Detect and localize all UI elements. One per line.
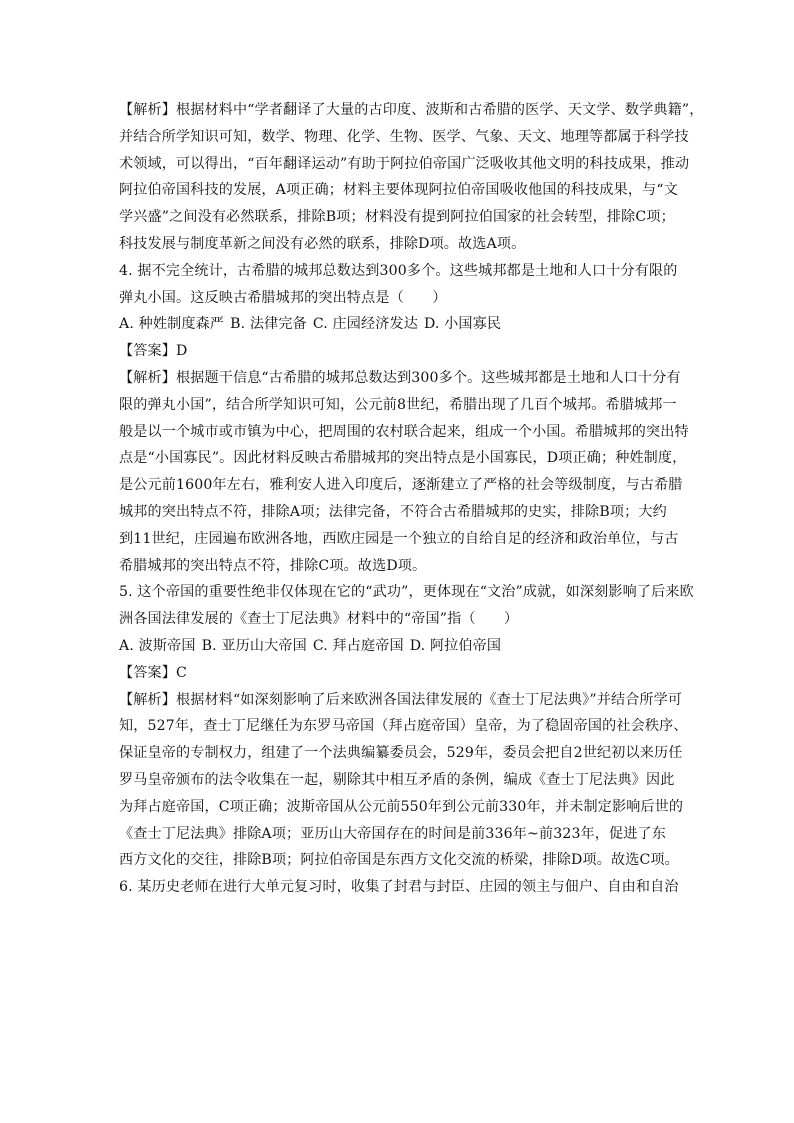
- q5-option-c: C. 拜占庭帝国: [312, 637, 404, 654]
- q5-analysis-line: 《查士丁尼法典》排除A项；亚历山大帝国存在的时间是前336年~前323年，促进了东: [119, 825, 667, 842]
- q5-option-a: A. 波斯帝国: [119, 637, 196, 654]
- q3-analysis-line: 阿拉伯帝国科技的发展，A项正确；材料主要体现阿拉伯帝国吸收他国的科技成果，与“文: [119, 182, 678, 199]
- q4-analysis-line: 点是“小国寡民”。因此材料反映古希腊城邦的突出特点是小国寡民，D项正确；种姓制度，: [119, 450, 687, 467]
- q4-options: [119, 311, 681, 338]
- q4-analysis-line: 到11世纪，庄园遍布欧洲各地，西欧庄园是一个独立的自给自足的经济和政治单位，与古: [119, 530, 679, 547]
- q3-analysis: [119, 97, 704, 258]
- q4-option-b: B. 法律完备: [230, 316, 307, 333]
- q4-analysis-line: 城邦的突出特点不符，排除A项；法律完备，不符合古希腊城邦的史实，排除B项；大约: [119, 503, 667, 520]
- q5-analysis-line: 保证皇帝的专制权力，组建了一个法典编纂委员会，529年，委员会把自2世纪初以来历任: [119, 745, 683, 762]
- q5-analysis-line: 【解析】根据材料“如深刻影响了后来欧洲各国法律发展的《查士丁尼法典》”并结合所学可: [119, 691, 683, 708]
- q3-analysis-line: 并结合所学知识可知，数学、物理、化学、生物、医学、气象、天文、地理等都属于科学技: [119, 128, 689, 145]
- q4-analysis-line: 限的弹丸小国”，结合所学知识可知，公元前8世纪，希腊出现了几百个城邦。希腊城邦一: [119, 396, 677, 413]
- q5-option-d: D. 阿拉伯帝国: [409, 637, 502, 654]
- q5-analysis-line: 为拜占庭帝国，C项正确；波斯帝国从公元前550年到公元前330年，并未制定影响后世的: [119, 798, 684, 815]
- q3-analysis-line: 学兴盛”之间没有必然联系，排除B项；材料没有提到阿拉伯国家的社会转型，排除C项；: [119, 209, 675, 226]
- document-page: [119, 97, 704, 901]
- q5-option-b: B. 亚历山大帝国: [201, 637, 307, 654]
- q4-analysis-line: 希腊城邦的突出特点不符，排除C项。故选D项。: [119, 557, 427, 574]
- q5-analysis-line: 西方文化的交往，排除B项；阿拉伯帝国是东西方文化交流的桥梁，排除D项。故选C项。: [119, 852, 679, 869]
- q5-stem-line: 5. 这个帝国的重要性绝非仅体现在它的“武功”，更体现在“文治”成就，如深刻影响了后来欧: [119, 584, 694, 601]
- q3-analysis-line: 科技发展与制度革新之间没有必然的联系，排除D项。故选A项。: [119, 235, 526, 252]
- q3-analysis-line: 术领域，可以得出，“百年翻译运动”有助于阿拉伯帝国广泛吸收其他文明的科技成果，推动: [119, 155, 690, 172]
- q5-stem-line: 洲各国法律发展的《查士丁尼法典》材料中的“帝国”指（ ）: [119, 611, 519, 628]
- q5-analysis-line: 罗马皇帝颁布的法令收集在一起，剔除其中相互矛盾的条例，编成《查士丁尼法典》因此: [119, 771, 675, 788]
- q5-options: [119, 633, 681, 660]
- q4-answer: 【答案】D: [119, 343, 188, 360]
- question-4: [119, 258, 689, 580]
- q4-stem-line: 4. 据不完全统计，古希腊的城邦总数达到300多个。这些城邦都是土地和人口十分有限的: [119, 262, 678, 279]
- q4-analysis-line: 【解析】根据题干信息“古希腊的城邦总数达到300多个。这些城邦都是土地和人口十分有: [119, 369, 681, 386]
- q6-stem-line: 6. 某历史老师在进行大单元复习时，收集了封君与封臣、庄园的领主与佃户、自由和自治: [119, 879, 679, 896]
- q5-answer: 【答案】C: [119, 664, 187, 681]
- q4-option-c: C. 庄园经济发达: [312, 316, 418, 333]
- q5-analysis-line: 知，527年，查士丁尼继任为东罗马帝国（拜占庭帝国）皇帝，为了稳固帝国的社会秩序、: [119, 718, 688, 735]
- q4-analysis-line: 般是以一个城市或市镇为中心，把周围的农村联合起来，组成一个小国。希腊城邦的突出特: [119, 423, 689, 440]
- question-6: [119, 874, 681, 901]
- q4-stem-line: 弹丸小国。这反映古希腊城邦的突出特点是（ ）: [119, 289, 447, 306]
- q4-option-d: D. 小国寡民: [423, 316, 502, 333]
- question-5: [119, 579, 694, 874]
- q3-analysis-line: 【解析】根据材料中“学者翻译了大量的古印度、波斯和古希腊的医学、天文学、数学典籍”，: [119, 102, 704, 118]
- q4-option-a: A. 种姓制度森严: [119, 316, 225, 333]
- q4-analysis-line: 是公元前1600年左右，雅利安人进入印度后，逐渐建立了严格的社会等级制度，与古希腊: [119, 477, 683, 494]
